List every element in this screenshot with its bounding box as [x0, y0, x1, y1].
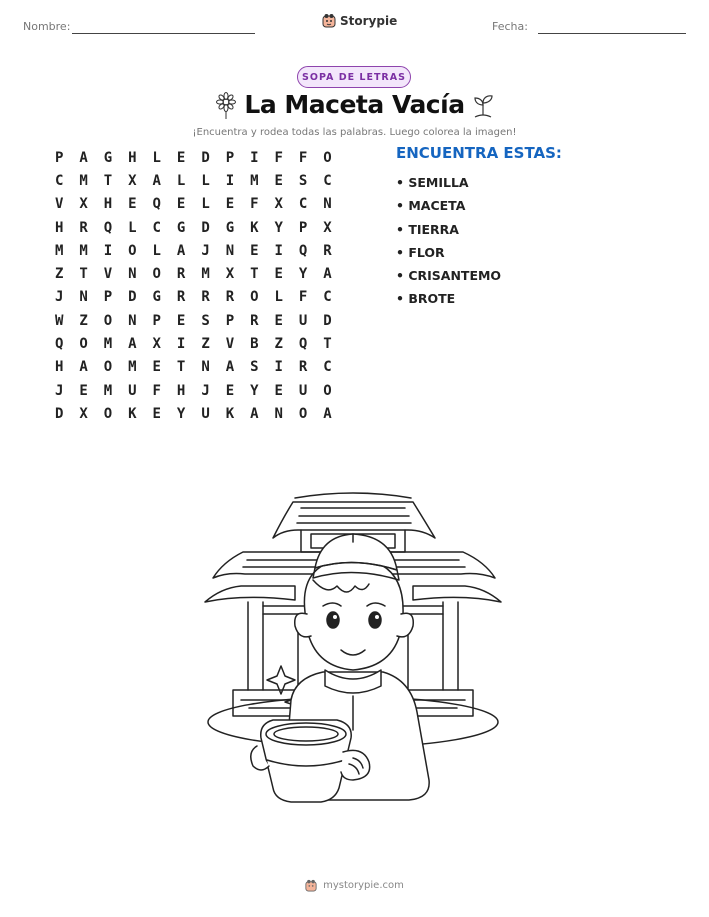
word-item: • BROTE	[396, 291, 456, 307]
grid-letter[interactable]: M	[128, 359, 137, 376]
grid-row	[47, 216, 340, 239]
grid-letter[interactable]: A	[225, 359, 235, 376]
grid-letter[interactable]: V	[54, 196, 64, 213]
grid-row	[47, 146, 340, 169]
grid-letter[interactable]: U	[298, 382, 308, 399]
grid-letter[interactable]: O	[152, 266, 161, 283]
grid-letter[interactable]: A	[323, 405, 332, 422]
grid-letter[interactable]: E	[225, 196, 235, 213]
grid-letter[interactable]: G	[176, 219, 186, 236]
grid-letter[interactable]: E	[128, 196, 137, 213]
name-line[interactable]	[72, 33, 255, 34]
grid-letter[interactable]: F	[298, 149, 308, 166]
grid-letter[interactable]: M	[54, 242, 64, 259]
grid-letter[interactable]: T	[103, 172, 113, 189]
grid-letter[interactable]: M	[103, 382, 113, 399]
grid-letter[interactable]: N	[128, 312, 137, 329]
grid-letter[interactable]: P	[298, 219, 308, 236]
grid-letter[interactable]: E	[274, 312, 283, 329]
grid-row	[47, 402, 340, 425]
page-title: La Maceta Vacía	[244, 90, 465, 119]
grid-letter[interactable]: L	[274, 289, 283, 306]
grid-letter[interactable]: H	[54, 359, 64, 376]
grid-letter[interactable]: A	[176, 242, 186, 259]
grid-letter[interactable]: K	[250, 219, 259, 236]
grid-letter[interactable]: W	[54, 312, 64, 329]
grid-letter[interactable]: J	[54, 289, 64, 306]
grid-letter[interactable]: B	[250, 336, 259, 353]
grid-letter[interactable]: A	[128, 336, 137, 353]
grid-letter[interactable]: O	[103, 359, 113, 376]
grid-letter[interactable]: L	[152, 242, 161, 259]
grid-letter[interactable]: Q	[54, 336, 64, 353]
grid-letter[interactable]: Y	[274, 219, 283, 236]
grid-letter[interactable]: X	[79, 405, 88, 422]
grid-letter[interactable]: Y	[176, 405, 186, 422]
grid-letter[interactable]: Q	[152, 196, 161, 213]
grid-letter[interactable]: U	[128, 382, 137, 399]
grid-row	[47, 193, 340, 216]
coloring-illustration	[203, 490, 503, 808]
word-item: • FLOR	[396, 244, 445, 260]
grid-letter[interactable]: M	[79, 242, 88, 259]
grid-letter[interactable]: F	[298, 289, 308, 306]
grid-letter[interactable]: H	[54, 219, 64, 236]
instructions: ¡Encuentra y rodea todas las palabras. Luego colorea la imagen!	[192, 127, 517, 138]
grid-letter[interactable]: I	[274, 242, 283, 259]
grid-letter[interactable]: Q	[298, 336, 308, 353]
grid-letter[interactable]: G	[152, 289, 161, 306]
grid-letter[interactable]: E	[274, 172, 283, 189]
grid-letter[interactable]: T	[79, 266, 88, 283]
grid-letter[interactable]: X	[152, 336, 161, 353]
grid-letter[interactable]: L	[201, 196, 210, 213]
grid-letter[interactable]: H	[128, 149, 137, 166]
grid-letter[interactable]: D	[128, 289, 137, 306]
grid-letter[interactable]: L	[201, 172, 210, 189]
grid-row	[47, 379, 340, 402]
grid-letter[interactable]: P	[225, 312, 235, 329]
grid-letter[interactable]: J	[201, 242, 210, 259]
grid-letter[interactable]: O	[323, 382, 332, 399]
grid-letter[interactable]: I	[250, 149, 259, 166]
grid-letter[interactable]: R	[298, 359, 308, 376]
grid-row	[47, 332, 340, 355]
grid-row	[47, 169, 340, 192]
grid-letter[interactable]: X	[79, 196, 88, 213]
grid-letter[interactable]: R	[79, 219, 88, 236]
grid-letter[interactable]: Y	[250, 382, 259, 399]
grid-letter[interactable]: R	[176, 289, 186, 306]
footer-url[interactable]: mystorypie.com	[323, 880, 404, 891]
grid-letter[interactable]: O	[79, 336, 88, 353]
grid-letter[interactable]: E	[152, 359, 161, 376]
grid-letter[interactable]: L	[128, 219, 137, 236]
grid-letter[interactable]: P	[54, 149, 64, 166]
storypie-logo-icon	[305, 879, 317, 892]
grid-letter[interactable]: A	[152, 172, 161, 189]
brand-name: Storypie	[340, 13, 398, 28]
grid-letter[interactable]: C	[54, 172, 64, 189]
grid-letter[interactable]: E	[250, 242, 259, 259]
date-line[interactable]	[538, 33, 686, 34]
grid-letter[interactable]: R	[250, 312, 259, 329]
grid-letter[interactable]: E	[176, 149, 186, 166]
date-label: Fecha:	[492, 20, 528, 33]
grid-letter[interactable]: Z	[79, 312, 88, 329]
grid-letter[interactable]: G	[103, 149, 113, 166]
grid-letter[interactable]: Z	[201, 336, 210, 353]
word-item: • SEMILLA	[396, 175, 469, 190]
grid-letter[interactable]: A	[323, 266, 332, 283]
grid-letter[interactable]: S	[298, 172, 308, 189]
grid-row	[47, 262, 340, 285]
grid-letter[interactable]: O	[323, 149, 332, 166]
grid-letter[interactable]: U	[298, 312, 308, 329]
grid-letter[interactable]: A	[250, 405, 259, 422]
grid-letter[interactable]: M	[79, 172, 88, 189]
grid-letter[interactable]: P	[103, 289, 113, 306]
grid-letter[interactable]: O	[298, 405, 308, 422]
grid-letter[interactable]: X	[128, 172, 137, 189]
grid-letter[interactable]: D	[201, 149, 210, 166]
grid-letter[interactable]: P	[225, 149, 235, 166]
grid-letter[interactable]: C	[323, 359, 332, 376]
grid-letter[interactable]: I	[103, 242, 113, 259]
grid-letter[interactable]: M	[250, 172, 259, 189]
grid-letter[interactable]: K	[225, 405, 235, 422]
grid-letter[interactable]: C	[323, 172, 332, 189]
grid-row	[47, 356, 340, 379]
word-search-grid	[47, 146, 340, 426]
grid-letter[interactable]: E	[274, 266, 283, 283]
grid-letter[interactable]: X	[225, 266, 235, 283]
grid-letter[interactable]: C	[152, 219, 161, 236]
grid-letter[interactable]: Y	[298, 266, 308, 283]
grid-letter[interactable]: A	[79, 149, 88, 166]
activity-badge: SOPA DE LETRAS	[297, 66, 411, 88]
grid-letter[interactable]: K	[128, 405, 137, 422]
word-list	[396, 144, 562, 311]
grid-letter[interactable]: Z	[274, 336, 283, 353]
grid-letter[interactable]: E	[79, 382, 88, 399]
word-item: • MACETA	[396, 198, 466, 214]
grid-letter[interactable]: E	[225, 382, 235, 399]
grid-letter[interactable]: F	[274, 149, 283, 166]
grid-letter[interactable]: Q	[103, 219, 113, 236]
grid-letter[interactable]: H	[103, 196, 113, 213]
grid-letter[interactable]: T	[323, 336, 332, 353]
grid-letter[interactable]: R	[176, 266, 186, 283]
word-item: • CRISANTEMO	[396, 268, 502, 284]
grid-letter[interactable]: S	[201, 312, 210, 329]
grid-letter[interactable]: Q	[298, 242, 308, 259]
grid-letter[interactable]: P	[152, 312, 161, 329]
grid-letter[interactable]: I	[176, 336, 186, 353]
grid-letter[interactable]: T	[176, 359, 186, 376]
grid-letter[interactable]: M	[201, 266, 210, 283]
grid-row	[47, 309, 340, 332]
grid-letter[interactable]: F	[250, 196, 259, 213]
grid-letter[interactable]: J	[201, 382, 210, 399]
grid-letter[interactable]: O	[103, 405, 113, 422]
grid-letter[interactable]: X	[323, 219, 332, 236]
grid-letter[interactable]: O	[103, 312, 113, 329]
grid-letter[interactable]: M	[103, 336, 113, 353]
grid-letter[interactable]: N	[201, 359, 210, 376]
grid-letter[interactable]: N	[79, 289, 88, 306]
grid-letter[interactable]: C	[298, 196, 308, 213]
brand	[322, 13, 397, 28]
grid-letter[interactable]: H	[176, 382, 186, 399]
grid-letter[interactable]: G	[225, 219, 235, 236]
grid-letter[interactable]: L	[152, 149, 161, 166]
grid-letter[interactable]: I	[225, 172, 235, 189]
grid-letter[interactable]: R	[201, 289, 210, 306]
grid-letter[interactable]: N	[323, 196, 332, 213]
word-item: • TIERRA	[396, 221, 459, 237]
storypie-logo-icon	[322, 13, 336, 28]
footer	[0, 879, 709, 892]
grid-letter[interactable]: D	[201, 219, 210, 236]
grid-letter[interactable]: Z	[54, 266, 64, 283]
grid-letter[interactable]: V	[103, 266, 113, 283]
name-label: Nombre:	[23, 20, 71, 33]
grid-row	[47, 286, 340, 309]
grid-row	[47, 239, 340, 262]
grid-letter[interactable]: I	[274, 359, 283, 376]
grid-letter[interactable]: L	[176, 172, 186, 189]
grid-letter[interactable]: E	[274, 382, 283, 399]
grid-letter[interactable]: O	[250, 289, 259, 306]
grid-letter[interactable]: O	[128, 242, 137, 259]
grid-letter[interactable]: D	[323, 312, 332, 329]
grid-letter[interactable]: E	[152, 405, 161, 422]
word-list-title: ENCUENTRA ESTAS:	[396, 144, 562, 162]
grid-letter[interactable]: T	[250, 266, 259, 283]
grid-letter[interactable]: R	[323, 242, 332, 259]
grid-letter[interactable]: J	[54, 382, 64, 399]
grid-letter[interactable]: A	[79, 359, 88, 376]
grid-letter[interactable]: V	[225, 336, 235, 353]
grid-letter[interactable]: E	[176, 196, 186, 213]
grid-letter[interactable]: U	[201, 405, 210, 422]
grid-letter[interactable]: C	[323, 289, 332, 306]
grid-letter[interactable]: S	[250, 359, 259, 376]
grid-letter[interactable]: N	[128, 266, 137, 283]
grid-letter[interactable]: N	[225, 242, 235, 259]
grid-letter[interactable]: F	[152, 382, 161, 399]
sprout-icon	[471, 93, 495, 119]
grid-letter[interactable]: D	[54, 405, 64, 422]
grid-letter[interactable]: N	[274, 405, 283, 422]
grid-letter[interactable]: R	[225, 289, 235, 306]
grid-letter[interactable]: E	[176, 312, 186, 329]
grid-letter[interactable]: X	[274, 196, 283, 213]
